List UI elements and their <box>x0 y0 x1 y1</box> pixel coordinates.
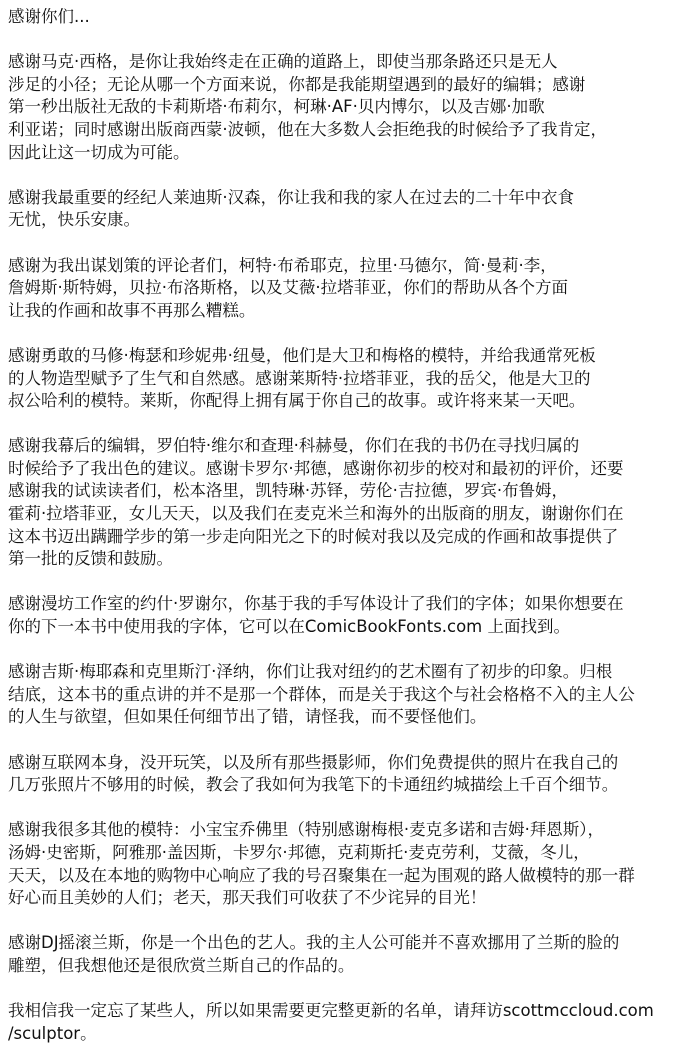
paragraph-gap <box>8 639 676 662</box>
text-line: 感谢我最重要的经纪人莱迪斯·汉森，你让我和我的家人在过去的二十年中衣食 <box>8 187 575 207</box>
text-line: 时候给予了我出色的建议。感谢卡罗尔·邦德，感谢你初步的校对和最初的评价，还要 <box>8 458 624 478</box>
paragraph-gap <box>8 164 676 187</box>
paragraph-behind-scenes <box>8 435 676 571</box>
text-line: 结底，这本书的重点讲的并不是那一个群体，而是关于我这个与社会格格不入的主人公 <box>8 684 635 704</box>
paragraph-gap <box>8 729 676 752</box>
text-line: 感谢互联网本身，没开玩笑，以及所有那些摄影师，你们免费提供的照片在我自己的 <box>8 752 619 772</box>
text-line: /sculptor。 <box>8 1023 97 1043</box>
text-line: 詹姆斯·斯特姆，贝拉·布洛斯格，以及艾薇·拉塔菲亚，你们的帮助从各个方面 <box>8 278 569 298</box>
text-line: 霍莉·拉塔菲亚，女儿天天，以及我们在麦克米兰和海外的出版商的朋友，谢谢你们在 <box>8 504 624 524</box>
text-line: 你的下一本书中使用我的字体，它可以在ComicBookFonts.com 上面找到。 <box>8 617 570 637</box>
text-line: 涉足的小径；无论从哪一个方面来说，你都是我能期望遇到的最好的编辑；感谢 <box>8 74 586 94</box>
text-line: 汤姆·史密斯，阿雅那·盖因斯，卡罗尔·邦德，克莉斯托·麦克劳利，艾薇，冬儿， <box>8 842 590 862</box>
paragraph-gap <box>8 322 676 345</box>
paragraph-gap <box>8 29 676 52</box>
text-line: 感谢你们... <box>8 7 90 26</box>
paragraph-font <box>8 593 676 638</box>
text-line: 几万张照片不够用的时候，教会了我如何为我笔下的卡通纽约城描绘上千百个细节。 <box>8 775 619 795</box>
paragraph-gap <box>8 232 676 255</box>
text-line: 感谢我幕后的编辑，罗伯特·维尔和查理·科赫曼，你们在我的书仍在寻找归属的 <box>8 436 580 456</box>
text-line: 我相信我一定忘了某些人，所以如果需要更完整更新的名单，请拜访scottmccloud.com <box>8 1001 654 1021</box>
text-line: 感谢我很多其他的模特：小宝宝乔佛里（特别感谢梅根·麦克多诺和吉姆·拜恩斯）， <box>8 820 605 840</box>
text-line: 感谢漫坊工作室的约什·罗谢尔，你基于我的手写体设计了我们的字体；如果你想要在 <box>8 594 624 614</box>
text-line: 利亚诺；同时感谢出版商西蒙·波顿，他在大多数人会拒绝我的时候给予了我肯定， <box>8 119 608 139</box>
paragraph-gap <box>8 413 676 436</box>
text-line: 让我的作画和故事不再那么糟糕。 <box>8 300 256 320</box>
paragraph-dj <box>8 932 676 977</box>
paragraph-gap <box>8 797 676 820</box>
text-line: 因此让这一切成为可能。 <box>8 142 190 162</box>
text-line: 天天，以及在本地的购物中心响应了我的号召聚集在一起为围观的路人做模特的那一群 <box>8 865 635 885</box>
paragraph-agent <box>8 187 676 232</box>
text-line: 无忧，快乐安康。 <box>8 210 140 230</box>
paragraph-editors <box>8 51 676 164</box>
paragraph-gap <box>8 571 676 594</box>
paragraph-other-models <box>8 819 676 909</box>
text-line: 感谢马克·西格，是你让我始终走在正确的道路上，即使当那条路还只是无人 <box>8 52 558 72</box>
acknowledgements-page <box>8 6 676 1045</box>
text-line: 这本书迈出蹒跚学步的第一步走向阳光之下的时候对我以及完成的作画和故事提供了 <box>8 526 619 546</box>
paragraph-gap <box>8 978 676 1001</box>
text-line: 感谢DJ摇滚兰斯，你是一个出色的艺人。我的主人公可能并不喜欢挪用了兰斯的脸的 <box>8 933 620 953</box>
text-line: 第一秒出版社无敌的卡莉斯塔·布莉尔，柯琳·AF·贝内博尔，以及吉娜·加歌 <box>8 97 545 117</box>
paragraph-reviewers <box>8 255 676 323</box>
text-line: 的人生与欲望，但如果任何细节出了错，请怪我，而不要怪他们。 <box>8 707 487 727</box>
paragraph-closing <box>8 1000 676 1045</box>
paragraph-art-scene <box>8 661 676 729</box>
text-line: 雕塑，但我想他还是很欣赏兰斯自己的作品的。 <box>8 955 355 975</box>
paragraph-models <box>8 345 676 413</box>
paragraph-internet <box>8 752 676 797</box>
text-line: 感谢为我出谋划策的评论者们，柯特·布希耶克，拉里·马德尔，简·曼莉·李， <box>8 255 557 275</box>
text-line: 的人物造型赋予了生气和自然感。感谢莱斯特·拉塔菲亚，我的岳父，他是大卫的 <box>8 368 591 388</box>
text-line: 第一批的反馈和鼓励。 <box>8 549 173 569</box>
text-line: 好心而且美妙的人们；老天，那天我们可收获了不少诧异的目光！ <box>8 888 487 908</box>
text-line: 感谢我的试读读者们，松本洛里，凯特琳·苏铎，劳伦·吉拉德，罗宾·布鲁姆， <box>8 481 569 501</box>
text-line: 感谢勇敢的马修·梅瑟和珍妮弗·纽曼，他们是大卫和梅格的模特，并给我通常死板 <box>8 345 596 365</box>
text-line: 叔公哈利的模特。莱斯，你配得上拥有属于你自己的故事。或许将来某一天吧。 <box>8 391 586 411</box>
paragraph-gap <box>8 910 676 933</box>
opening-line <box>8 6 676 29</box>
text-line: 感谢吉斯·梅耶森和克里斯汀·泽纳，你们让我对纽约的艺术圈有了初步的印象。归根 <box>8 662 613 682</box>
